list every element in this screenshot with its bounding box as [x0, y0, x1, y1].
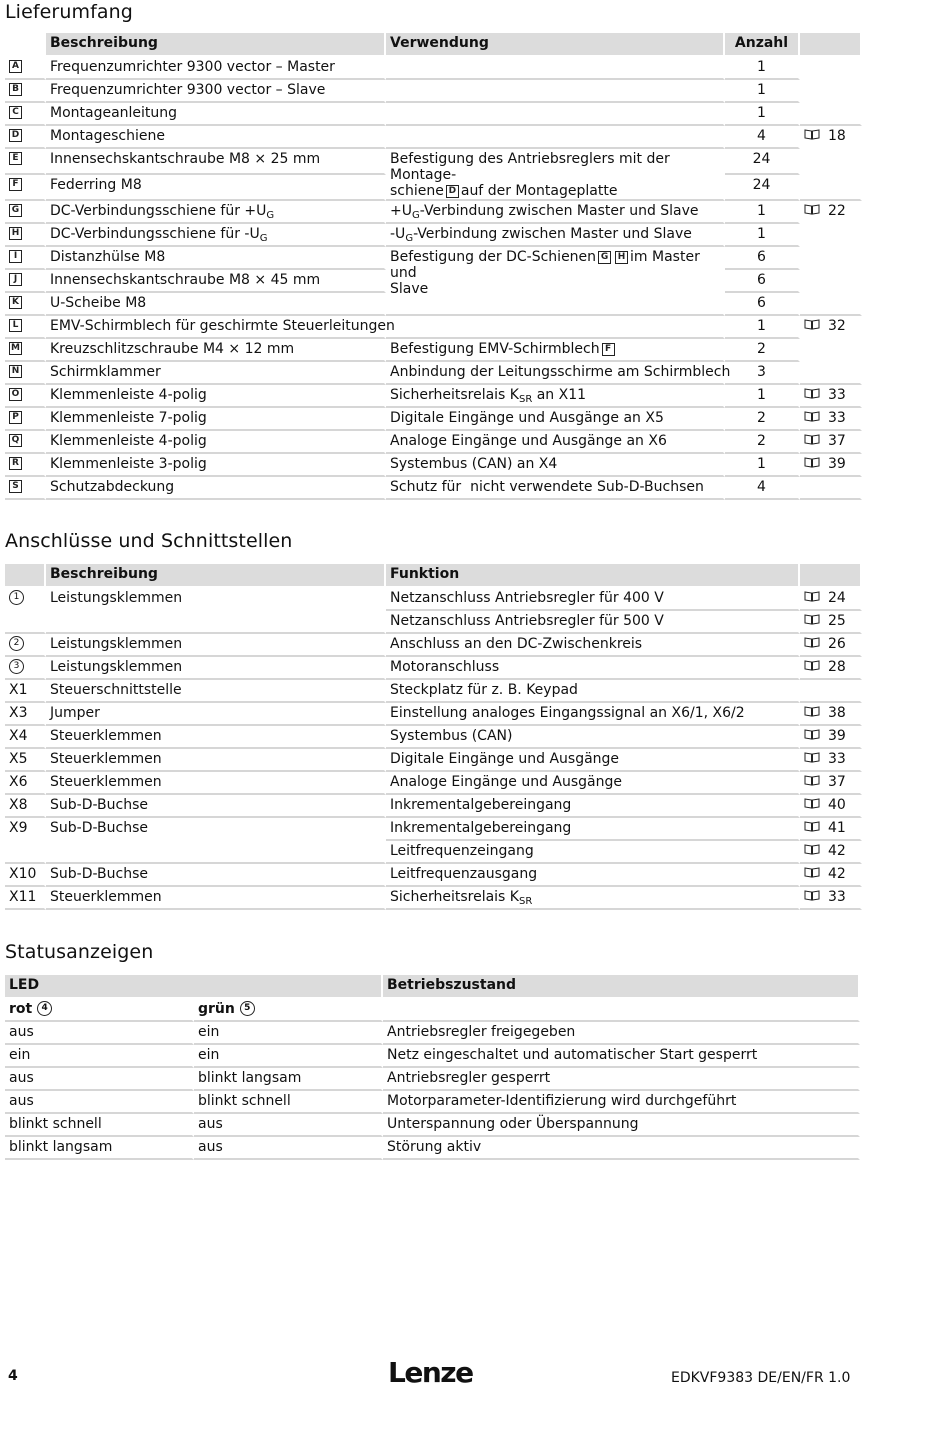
use-text: Befestigung des Antriebsreglers mit der Montage- — [390, 151, 670, 183]
item-qty: 1 — [725, 454, 800, 477]
book-icon — [804, 591, 820, 602]
item-key: O — [9, 388, 22, 401]
item-key-ref: H — [615, 251, 628, 264]
item-ref — [800, 80, 862, 103]
section-title-statusanzeigen: Statusanzeigen — [5, 941, 154, 963]
book-icon — [804, 388, 820, 399]
led-gruen: ein — [194, 1045, 383, 1068]
item-desc: Steuerklemmen — [46, 726, 386, 749]
table-row — [5, 385, 862, 408]
item-qty: 4 — [725, 477, 800, 500]
item-desc: Leistungsklemmen — [46, 634, 386, 657]
header-verwendung: Verwendung — [386, 33, 725, 57]
table-subheader — [5, 999, 860, 1022]
item-func — [386, 887, 800, 910]
item-use — [386, 385, 725, 408]
item-desc: Federring M8 — [46, 175, 386, 201]
circle-key: 4 — [37, 1001, 52, 1016]
use-text: im Master und — [390, 249, 700, 281]
header-funktion: Funktion — [386, 564, 800, 588]
item-desc: Leistungsklemmen — [46, 588, 386, 611]
item-use: Systembus (CAN) an X4 — [386, 454, 725, 477]
item-qty: 1 — [725, 103, 800, 126]
item-key: X4 — [5, 726, 46, 749]
item-func: Systembus (CAN) — [386, 726, 800, 749]
item-ref — [800, 201, 862, 224]
ref-page: 25 — [828, 613, 846, 629]
use-text: +U — [390, 203, 412, 219]
table-row — [5, 657, 862, 680]
page-number: 4 — [8, 1368, 18, 1384]
item-key-ref: F — [602, 343, 615, 356]
item-qty: 1 — [725, 224, 800, 247]
item-key-ref: D — [446, 185, 459, 198]
item-func: Analoge Eingänge und Ausgänge — [386, 772, 800, 795]
circle-key: 5 — [240, 1001, 255, 1016]
item-qty: 1 — [725, 201, 800, 224]
book-icon — [804, 798, 820, 809]
subheader-rot — [5, 999, 194, 1022]
table-row — [5, 224, 862, 247]
book-icon — [804, 660, 820, 671]
item-func: Anschluss an den DC-Zwischenkreis — [386, 634, 800, 657]
header-beschreibung: Beschreibung — [46, 564, 386, 588]
item-use: Schutz für nicht verwendete Sub-D-Buchsen — [386, 477, 725, 500]
table-row — [5, 316, 862, 339]
item-key: E — [9, 152, 22, 165]
table-row — [5, 726, 862, 749]
table-row — [5, 634, 862, 657]
item-func: Einstellung analoges Eingangssignal an X6/1, X6/2 — [386, 703, 800, 726]
book-icon — [804, 890, 820, 901]
item-ref — [800, 175, 862, 201]
table-row — [5, 611, 862, 634]
table-row — [5, 103, 862, 126]
item-desc: Klemmenleiste 7-polig — [46, 408, 386, 431]
use-sub: SR — [518, 394, 533, 405]
item-ref — [800, 864, 862, 887]
book-icon — [804, 434, 820, 445]
item-key: S — [9, 480, 22, 493]
table-row — [5, 80, 862, 103]
item-key: D — [9, 129, 22, 142]
item-ref — [800, 247, 862, 270]
table-row — [5, 703, 862, 726]
use-text: auf der Montageplatte — [460, 183, 618, 199]
item-ref — [800, 749, 862, 772]
item-key: J — [9, 273, 22, 286]
item-ref — [800, 339, 862, 362]
item-ref — [800, 634, 862, 657]
item-desc — [46, 224, 386, 247]
header-ref — [800, 564, 862, 588]
item-key: F — [9, 178, 22, 191]
item-func: Motoranschluss — [386, 657, 800, 680]
table-header — [5, 33, 862, 57]
item-qty: 1 — [725, 57, 800, 80]
item-desc: Frequenzumrichter 9300 vector – Slave — [46, 80, 386, 103]
item-ref — [800, 316, 862, 339]
item-ref — [800, 611, 862, 634]
item-key: Q — [9, 434, 22, 447]
item-func: Inkrementalgebereingang — [386, 795, 800, 818]
item-desc: Schirmklammer — [46, 362, 386, 385]
book-icon — [804, 844, 820, 855]
item-qty: 2 — [725, 408, 800, 431]
table-row — [5, 57, 862, 80]
ref-page: 39 — [828, 456, 846, 472]
desc-sub: G — [259, 233, 268, 244]
ref-page: 38 — [828, 705, 846, 721]
section-title-anschluesse: Anschlüsse und Schnittstellen — [5, 530, 293, 552]
header-beschreibung: Beschreibung — [46, 33, 386, 57]
use-sub: G — [411, 210, 420, 221]
book-icon — [804, 129, 820, 140]
ref-page: 39 — [828, 728, 846, 744]
item-qty: 4 — [725, 126, 800, 149]
lenze-logo: Lenze — [388, 1356, 473, 1389]
ref-page: 33 — [828, 889, 846, 905]
item-use — [386, 247, 725, 316]
item-desc: Distanzhülse M8 — [46, 247, 386, 270]
item-use: Analoge Eingänge und Ausgänge an X6 — [386, 431, 725, 454]
item-key: N — [9, 365, 22, 378]
use-text: Sicherheitsrelais K — [390, 387, 519, 403]
table-row — [5, 431, 862, 454]
ref-page: 33 — [828, 410, 846, 426]
item-key: G — [9, 204, 22, 217]
item-use — [386, 316, 725, 339]
use-text: Slave — [390, 281, 429, 297]
led-gruen: aus — [194, 1114, 383, 1137]
gruen-label: grün — [198, 1001, 235, 1017]
item-desc: Steuerklemmen — [46, 772, 386, 795]
item-use — [386, 149, 725, 201]
ref-page: 33 — [828, 751, 846, 767]
led-gruen: blinkt langsam — [194, 1068, 383, 1091]
item-key: L — [9, 319, 22, 332]
item-use: Anbindung der Leitungsschirme am Schirmblech — [386, 362, 725, 385]
desc-text: DC-Verbindungsschiene für -U — [50, 226, 260, 242]
item-ref — [800, 57, 862, 80]
item-ref — [800, 726, 862, 749]
item-ref — [800, 657, 862, 680]
use-text: Befestigung der DC-Schienen — [390, 249, 597, 265]
led-zustand: Motorparameter-Identifizierung wird durchgeführt — [383, 1091, 860, 1114]
led-zustand: Störung aktiv — [383, 1137, 860, 1160]
led-rot: blinkt langsam — [5, 1137, 194, 1160]
item-func: Steckplatz für z. B. Keypad — [386, 680, 800, 703]
header-key — [5, 33, 46, 57]
item-ref — [800, 270, 862, 293]
item-ref — [800, 103, 862, 126]
item-desc: Leistungsklemmen — [46, 657, 386, 680]
item-qty: 6 — [725, 247, 800, 270]
item-func: Inkrementalgebereingang — [386, 818, 800, 841]
led-rot: blinkt schnell — [5, 1114, 194, 1137]
led-gruen: aus — [194, 1137, 383, 1160]
desc-text: DC-Verbindungsschiene für +U — [50, 203, 267, 219]
book-icon — [804, 775, 820, 786]
book-icon — [804, 411, 820, 422]
item-ref — [800, 841, 862, 864]
item-use — [386, 201, 725, 224]
item-key: C — [9, 106, 22, 119]
item-key: I — [9, 250, 22, 263]
item-ref — [800, 408, 862, 431]
item-key: X6 — [5, 772, 46, 795]
led-zustand: Antriebsregler freigegeben — [383, 1022, 860, 1045]
item-ref — [800, 126, 862, 149]
table-header — [5, 564, 862, 588]
item-func: Netzanschluss Antriebsregler für 400 V — [386, 588, 800, 611]
item-use — [386, 57, 725, 80]
item-qty: 24 — [725, 149, 800, 175]
led-zustand: Unterspannung oder Überspannung — [383, 1114, 860, 1137]
ref-page: 42 — [828, 843, 846, 859]
table-row — [5, 795, 862, 818]
item-qty: 6 — [725, 293, 800, 316]
table-row — [5, 680, 862, 703]
item-qty: 1 — [725, 385, 800, 408]
book-icon — [804, 867, 820, 878]
item-use — [386, 103, 725, 126]
ref-page: 37 — [828, 433, 846, 449]
header-anzahl: Anzahl — [725, 33, 800, 57]
item-desc — [46, 841, 386, 864]
table-row — [5, 1137, 860, 1160]
item-use — [386, 126, 725, 149]
anschluesse-table — [5, 564, 862, 910]
item-key: X1 — [5, 680, 46, 703]
header-led: LED — [5, 975, 383, 999]
item-use — [386, 339, 725, 362]
item-desc: Montageschiene — [46, 126, 386, 149]
book-icon — [804, 457, 820, 468]
item-ref — [800, 431, 862, 454]
item-desc: Steuerklemmen — [46, 887, 386, 910]
desc-sub: G — [266, 210, 275, 221]
use-text: -Verbindung zwischen Master und Slave — [419, 203, 699, 219]
item-use — [386, 80, 725, 103]
use-text: -Verbindung zwischen Master und Slave — [413, 226, 692, 242]
item-key — [5, 841, 46, 864]
item-key: X10 — [5, 864, 46, 887]
item-ref — [800, 362, 862, 385]
item-desc: EMV-Schirmblech für geschirmte Steuerleitungen — [46, 316, 386, 339]
item-desc: Montageanleitung — [46, 103, 386, 126]
led-gruen: blinkt schnell — [194, 1091, 383, 1114]
item-func: Netzanschluss Antriebsregler für 500 V — [386, 611, 800, 634]
item-desc: Klemmenleiste 3-polig — [46, 454, 386, 477]
ref-page: 28 — [828, 659, 846, 675]
table-row — [5, 588, 862, 611]
item-key: B — [9, 83, 22, 96]
item-desc: Kreuzschlitzschraube M4 × 12 mm — [46, 339, 386, 362]
book-icon — [804, 706, 820, 717]
table-row — [5, 1114, 860, 1137]
led-gruen: ein — [194, 1022, 383, 1045]
ref-page: 33 — [828, 387, 846, 403]
item-ref — [800, 454, 862, 477]
book-icon — [804, 637, 820, 648]
item-ref — [800, 772, 862, 795]
book-icon — [804, 319, 820, 330]
item-key-ref: G — [598, 251, 611, 264]
item-desc — [46, 611, 386, 634]
use-text: an X11 — [532, 387, 587, 403]
table-row — [5, 1045, 860, 1068]
table-row — [5, 477, 862, 500]
use-text: Befestigung EMV-Schirmblech — [390, 341, 600, 357]
item-key: A — [9, 60, 22, 73]
circle-key: 2 — [9, 636, 24, 651]
item-func: Leitfrequenzausgang — [386, 864, 800, 887]
item-qty: 24 — [725, 175, 800, 201]
item-key: X8 — [5, 795, 46, 818]
item-key: R — [9, 457, 22, 470]
item-ref — [800, 385, 862, 408]
item-desc: Sub-D-Buchse — [46, 795, 386, 818]
table-header — [5, 975, 860, 999]
table-row — [5, 408, 862, 431]
item-ref — [800, 224, 862, 247]
use-sub: G — [405, 233, 414, 244]
led-zustand: Netz eingeschaltet und automatischer Start gesperrt — [383, 1045, 860, 1068]
item-desc: Schutzabdeckung — [46, 477, 386, 500]
use-text: -U — [390, 226, 406, 242]
table-row — [5, 1091, 860, 1114]
table-row — [5, 339, 862, 362]
led-zustand: Antriebsregler gesperrt — [383, 1068, 860, 1091]
item-key: X9 — [5, 818, 46, 841]
item-desc: Klemmenleiste 4-polig — [46, 385, 386, 408]
item-use — [386, 224, 725, 247]
table-row — [5, 1022, 860, 1045]
header-ref — [800, 33, 862, 57]
table-row — [5, 887, 862, 910]
func-sub: SR — [518, 896, 533, 907]
table-row — [5, 841, 862, 864]
item-key: H — [9, 227, 22, 240]
ref-page: 22 — [828, 203, 846, 219]
item-ref — [800, 818, 862, 841]
ref-page: 24 — [828, 590, 846, 606]
table-row — [5, 772, 862, 795]
header-key — [5, 564, 46, 588]
led-rot: aus — [5, 1068, 194, 1091]
item-key: X5 — [5, 749, 46, 772]
ref-page: 32 — [828, 318, 846, 334]
item-desc: U-Scheibe M8 — [46, 293, 386, 316]
lieferumfang-table — [5, 33, 862, 500]
item-desc — [46, 201, 386, 224]
header-betriebszustand: Betriebszustand — [383, 975, 860, 999]
table-row — [5, 749, 862, 772]
table-row — [5, 1068, 860, 1091]
book-icon — [804, 204, 820, 215]
item-key: M — [9, 342, 22, 355]
ref-page: 26 — [828, 636, 846, 652]
circle-key: 1 — [9, 590, 24, 605]
item-desc: Innensechskantschraube M8 × 25 mm — [46, 149, 386, 175]
item-qty: 2 — [725, 339, 800, 362]
item-desc: Jumper — [46, 703, 386, 726]
table-row — [5, 247, 862, 270]
subheader-empty — [383, 999, 860, 1022]
ref-page: 42 — [828, 866, 846, 882]
led-rot: aus — [5, 1091, 194, 1114]
item-ref — [800, 887, 862, 910]
item-ref — [800, 795, 862, 818]
led-rot: aus — [5, 1022, 194, 1045]
book-icon — [804, 752, 820, 763]
item-qty: 6 — [725, 270, 800, 293]
ref-page: 37 — [828, 774, 846, 790]
table-row — [5, 864, 862, 887]
item-desc: Steuerklemmen — [46, 749, 386, 772]
book-icon — [804, 729, 820, 740]
item-desc: Sub-D-Buchse — [46, 818, 386, 841]
item-key: X11 — [5, 887, 46, 910]
item-desc: Sub-D-Buchse — [46, 864, 386, 887]
table-row — [5, 454, 862, 477]
table-row — [5, 126, 862, 149]
document-id: EDKVF9383 DE/EN/FR 1.0 — [671, 1370, 851, 1386]
item-ref — [800, 588, 862, 611]
book-icon — [804, 614, 820, 625]
item-key: X3 — [5, 703, 46, 726]
item-ref — [800, 149, 862, 175]
item-ref — [800, 680, 862, 703]
item-desc: Klemmenleiste 4-polig — [46, 431, 386, 454]
item-ref — [800, 477, 862, 500]
table-row — [5, 201, 862, 224]
func-text: Sicherheitsrelais K — [390, 889, 519, 905]
ref-page: 18 — [828, 128, 846, 144]
item-func: Digitale Eingänge und Ausgänge — [386, 749, 800, 772]
table-row — [5, 149, 862, 175]
subheader-gruen — [194, 999, 383, 1022]
item-ref — [800, 293, 862, 316]
item-use: Digitale Eingänge und Ausgänge an X5 — [386, 408, 725, 431]
ref-page: 40 — [828, 797, 846, 813]
item-desc: Innensechskantschraube M8 × 45 mm — [46, 270, 386, 293]
item-key: P — [9, 411, 22, 424]
item-desc: Frequenzumrichter 9300 vector – Master — [46, 57, 386, 80]
item-qty: 1 — [725, 80, 800, 103]
item-desc: Steuerschnittstelle — [46, 680, 386, 703]
rot-label: rot — [9, 1001, 33, 1017]
ref-page: 41 — [828, 820, 846, 836]
status-table — [5, 975, 860, 1160]
item-ref — [800, 703, 862, 726]
item-func: Leitfrequenzeingang — [386, 841, 800, 864]
item-qty: 1 — [725, 316, 800, 339]
led-rot: ein — [5, 1045, 194, 1068]
table-row — [5, 818, 862, 841]
table-row — [5, 362, 862, 385]
book-icon — [804, 821, 820, 832]
item-key: K — [9, 296, 22, 309]
section-title-lieferumfang: Lieferumfang — [5, 1, 133, 23]
circle-key: 3 — [9, 659, 24, 674]
item-qty: 2 — [725, 431, 800, 454]
item-qty: 3 — [725, 362, 800, 385]
item-key — [5, 611, 46, 634]
use-text: schiene — [390, 183, 444, 199]
